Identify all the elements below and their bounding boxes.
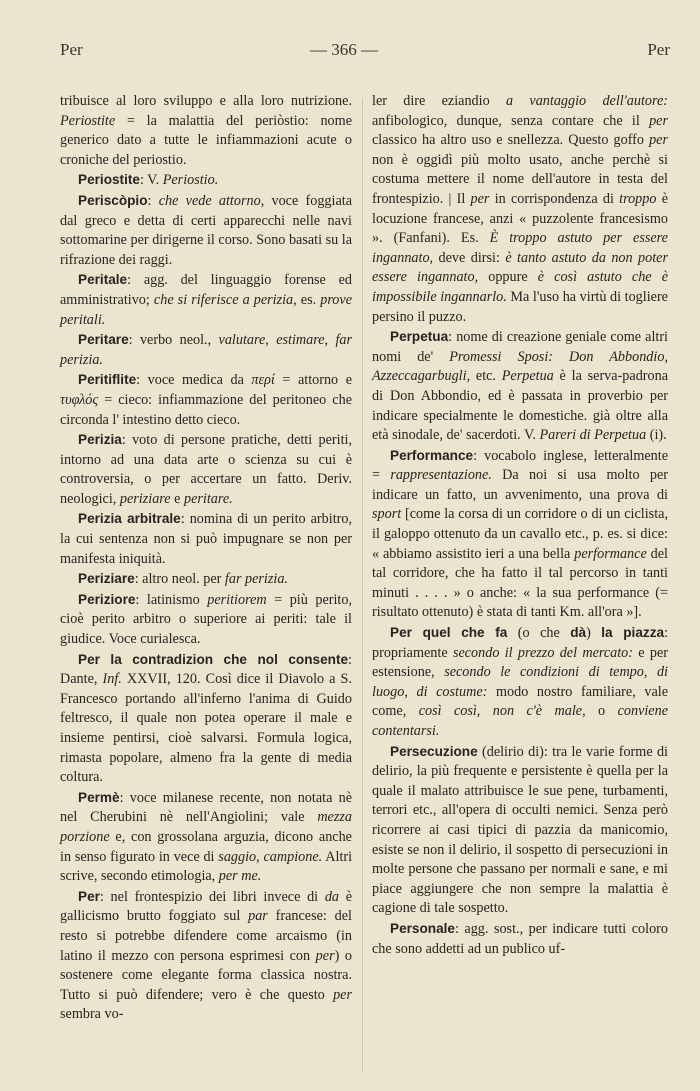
right-column (372, 92, 668, 959)
entry-peritare: Peritare: verbo neol., valutare, estimare, far perizia. (60, 332, 353, 368)
headword: Perizia (78, 432, 122, 448)
entry-peritale: Peritale: agg. del linguaggio forense ed amministrativo; che si riferisce a perizia, es. prove peritali. (60, 272, 352, 328)
headword: Per quel che fa (390, 625, 508, 641)
entry-periscopio: Periscòpio: che vede attorno, voce foggiata dal greco e detta di certi apparecchi nelle navi sottomarine per dirigerne il corso. Sono basati su la rifrazione dei raggi. (60, 192, 353, 268)
headword: Per la contradizion che nol consente (78, 651, 349, 667)
entry-per-continuation: ler dire eziandio a vantaggio dell'autore: anfibologico, dunque, senza contare che il per classico ha altro uso e snellezza. Questo goffo per non è oggidì più molto usato, anche perchè si costuma mettere il nome dell'autore in testa del frontespizio. | Il per in corrispondenza di troppo è locuzione francese, anzi « puzzolente francesismo ». (Fanfani). Es. È troppo astuto per essere ingannato, deve dirsi: è tanto astuto da non poter essere ingannato, oppure è così astuto che è impossibile ingannarlo. Ma l'uso ha virtù di togliere persino il puzzo. (372, 93, 669, 325)
column-divider (362, 98, 363, 1073)
headword: Periziare (78, 571, 135, 587)
headword: Periostite (78, 172, 140, 188)
entry-perizia-arbitrale: Perizia arbitrale: nomina di un perito arbitro, la cui sentenza non si può impugnare se non per manifesta iniquità. (60, 511, 353, 567)
entry-continuation: tribuisce al loro sviluppo e alla loro nutrizione. Periostite = la malattia del periòstio: nome generico dato a tutte le infiammazioni acute o croniche del periostio. (60, 93, 352, 168)
entry-periziare: Periziare: altro neol. per far perizia. (78, 571, 288, 588)
headword: Perizia arbitrale (78, 511, 181, 527)
headword: Periziore (78, 591, 136, 607)
entry-performance: Performance: vocabolo inglese, letteralmente = rappresentazione. Da noi si usa molto per indicare un fatto, un avvenimento, una prova di sport [come la corsa di un corridore o di un ciclista, il galoppo ottenuto da un cavallo etc., p. es. si dice: « abbiamo assistito ieri a una bella performance del tal corridore, che ha fatto il tal percorso in tanti minuti . . . . » o anche: « la sua performance (= risultato ottenuto) è stata di tanti Km. all'ora »]. (372, 447, 668, 621)
entry-persecuzione: Persecuzione (delirio di): tra le varie forme di delirio, la più frequente e persistente è quella per la quale il malato attribuisce le sue pene, turbamenti, terrori etc., all'opera di occulti nemici. Senza però ricorrere ai casi tipici di pazzia da manicomio, esiste se non il delirio, il sospetto di persecuzioni in molte persone che passano per normali e sane, e mi piace aggiungere che non sempre la malattia è cagione di tale sospetto. (372, 743, 668, 917)
headword: la piazza (601, 625, 665, 641)
entry-personale: Personale: agg. sost., per indicare tutti coloro che sono addetti ad un publico uf- (372, 920, 668, 957)
headword: Peritare (78, 332, 129, 348)
entry-periziore: Periziore: latinismo peritiorem = più perito, cioè perito arbitro o superiore ai periti: tale il giudice. Voce curialesca. (60, 591, 352, 648)
entry-per-quel-che-fa: Per quel che fa (o che dà) la piazza: propriamente secondo il prezzo del mercato: e per estensione, secondo le condizioni di tempo, di luogo, di costume: modo nostro familiare, vale come, così così, non c'è male, o conviene contentarsi. (372, 625, 669, 739)
entry-per: Per: nel frontespizio dei libri invece di da è gallicismo brutto foggiato sul par francese: del resto si potrebbe difendere come arcaismo (in latino il mezzo con persona esprimesi con per) o sostenere come elegante forma classica nostra. Tutto si può difendere; vero è che questo per sembra vo- (60, 888, 352, 1023)
headword: Peritale (78, 272, 128, 288)
headword: Personale (390, 920, 455, 936)
headword: Perpetua (390, 329, 449, 345)
entry-perme: Permè: voce milanese recente, non notata nè nel Cherubini nè nell'Angiolini; vale mezza porzione e, con grossolana arguzia, dicono anche in senso figurato in vece di saggio, campione. Altri scrive, secondo etimologia, per me. (60, 789, 353, 885)
page-header (60, 40, 670, 70)
headword: dà (570, 625, 587, 641)
entry-peritiflite: Peritiflite: voce medica da περί = attorno e τυφλός = cieco: infiammazione del peritoneo che circonda l' intestino detto cieco. (60, 372, 352, 428)
running-head-right: Per (647, 40, 670, 59)
entry-perpetua: Perpetua: nome di creazione geniale come altri nomi de' Promessi Sposi: Don Abbondio, Azzeccagarbugli, etc. Perpetua è la serva-padrona di Don Abbondio, ed è passata in proverbio per indicare specialmente le domestiche. già oltre alla età sinodale, de' sacerdoti. V. Pareri di Perpetua (i). (372, 329, 668, 444)
headword: Periscòpio (78, 192, 148, 208)
page-number: — 366 — (310, 40, 378, 59)
left-column (60, 92, 352, 1025)
running-head-left: Per (60, 40, 83, 59)
headword: Persecuzione (390, 743, 478, 759)
headword: Peritiflite (78, 372, 137, 388)
entry-periostite: Periostite: V. Periostio. (78, 172, 219, 189)
headword: Permè (78, 789, 120, 805)
headword: Performance (390, 447, 474, 463)
entry-per-la-contradizion: Per la contradizion che nol consente: Dante, Inf. XXVII, 120. Così dice il Diavolo a S. Francesco portando all'inferno l'anima di Guido feltresco, il quale non potea operare il male e insieme pentirsi, cioè salvarsi. Formula logica, rimasta popolare, almeno fra la gente di media coltura. (60, 651, 352, 786)
headword: Per (78, 888, 100, 904)
entry-perizia: Perizia: voto di persone pratiche, detti periti, intorno ad una data arte o scienza su cui è controversia, o per accertare un fatto. Deriv. neologici, periziare e peritare. (60, 432, 352, 507)
